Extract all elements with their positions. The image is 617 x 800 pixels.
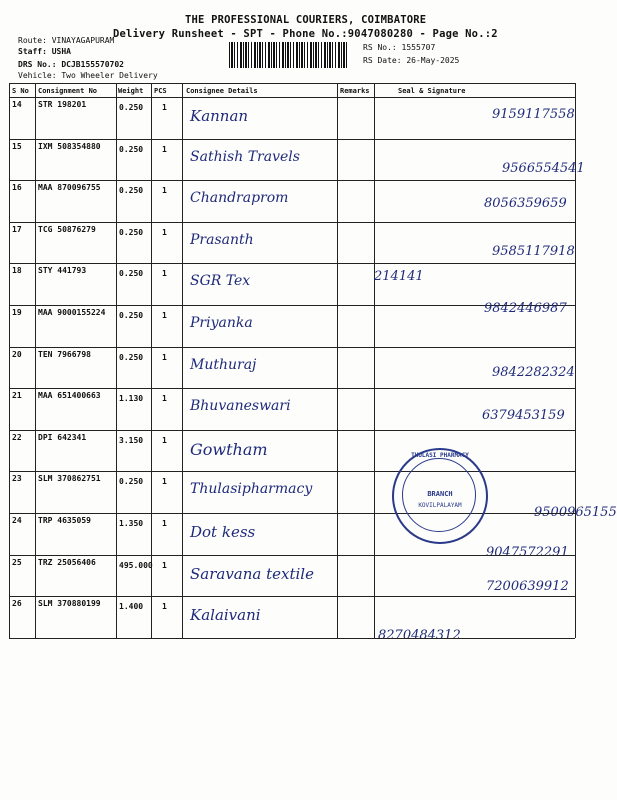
- serial-number: 15: [12, 141, 22, 151]
- weight-value: 1.350: [119, 519, 144, 528]
- weight-value: 3.150: [119, 435, 144, 445]
- consignee-name: Saravana textile: [190, 564, 314, 583]
- vehicle-value: Two Wheeler Delivery: [61, 71, 158, 80]
- signature-phone: 9047572291: [486, 545, 569, 560]
- consignee-name: Kannan: [190, 107, 249, 125]
- consignment-number: SLM 370880199: [38, 599, 101, 609]
- serial-number: 22: [12, 432, 22, 442]
- table-row: [0, 97, 600, 139]
- barcode: [229, 42, 349, 68]
- consignee-name: Thulasipharmacy: [190, 481, 313, 498]
- consignee-name: Priyanka: [190, 315, 253, 331]
- serial-number: 20: [12, 349, 22, 359]
- serial-number: 25: [12, 557, 22, 567]
- weight-value: 0.250: [119, 227, 144, 237]
- pcs-value: 1: [162, 477, 167, 487]
- consignment-number: DPI 642341: [38, 432, 87, 442]
- table-row: [0, 388, 600, 430]
- pharmacy-stamp: THULASI PHARMACY BRANCH KOVILPALAYAM: [392, 448, 488, 544]
- serial-number: 16: [12, 183, 22, 193]
- table-row: [0, 263, 600, 305]
- signature-phone: 214141: [374, 269, 424, 285]
- drs-info: DRS No.: DCJB155570702: [18, 60, 124, 69]
- pcs-value: 1: [162, 269, 167, 279]
- weight-value: 0.250: [119, 144, 144, 154]
- col-header-sno: S No: [12, 87, 29, 95]
- serial-number: 14: [12, 100, 22, 109]
- consignee-name: Muthuraj: [190, 356, 257, 373]
- weight-value: 0.250: [119, 269, 144, 279]
- consignment-number: MAA 651400663: [38, 391, 101, 401]
- signature-phone: 9842446987: [484, 301, 567, 316]
- table-row: [0, 222, 600, 264]
- consignment-number: MAA 870096755: [38, 183, 101, 193]
- col-header-pcs: PCS: [154, 87, 167, 95]
- consignment-number: TRZ 25056406: [38, 557, 96, 567]
- serial-number: 21: [12, 391, 22, 401]
- signature-phone: 9566554541: [502, 160, 585, 176]
- pcs-value: 1: [162, 311, 167, 320]
- pcs-value: 1: [162, 602, 167, 612]
- table-row: [0, 139, 600, 181]
- serial-number: 18: [12, 266, 22, 276]
- weight-value: 1.400: [119, 602, 144, 612]
- serial-number: 17: [12, 224, 22, 234]
- route-info: Route: VINAYAGAPURAM: [18, 36, 115, 45]
- drs-value: DCJB155570702: [61, 60, 124, 69]
- staff-info: Staff: USHA: [18, 47, 71, 56]
- table-row: [0, 513, 600, 560]
- consignment-number: STR 198201: [38, 100, 87, 109]
- signature-phone: 9159117558: [492, 107, 575, 122]
- col-header-remarks: Remarks: [340, 87, 370, 95]
- consignee-name: Bhuvaneswari: [190, 398, 291, 415]
- table-row: [0, 347, 600, 389]
- col-header-weight: Weight: [118, 87, 144, 95]
- pcs-value: 1: [162, 560, 167, 570]
- serial-number: 26: [12, 599, 22, 609]
- table-row: [0, 430, 600, 472]
- consignee-name: Chandraprom: [190, 190, 289, 207]
- col-header-seal: Seal & Signature: [398, 87, 466, 95]
- table-row: [0, 555, 600, 597]
- consignee-name: Kalaivani: [190, 606, 261, 625]
- signature-phone: 7200639912: [486, 578, 569, 594]
- weight-value: 1.130: [119, 394, 144, 404]
- table-top-border: [9, 83, 575, 84]
- route-value: VINAYAGAPURAM: [51, 36, 115, 45]
- consignee-name: Prasanth: [190, 231, 254, 248]
- signature-phone: 8270484312: [378, 628, 461, 644]
- runsheet-title: Delivery Runsheet - SPT - Phone No.:9047080280 - Page No.:2: [113, 28, 498, 40]
- vehicle-info: Vehicle: Two Wheeler Delivery: [18, 71, 158, 80]
- consignment-number: MAA 9000155224: [38, 308, 106, 317]
- rs-date: RS Date: 26-May-2025: [363, 56, 460, 65]
- pcs-value: 1: [162, 103, 167, 112]
- signature-phone: 6379453159: [482, 408, 565, 424]
- table-row: [0, 180, 600, 222]
- table-row: [0, 301, 600, 347]
- pcs-value: 1: [162, 186, 167, 196]
- consignment-number: STY 441793: [38, 266, 87, 276]
- weight-value: 0.250: [119, 103, 144, 112]
- consignment-number: TEN 7966798: [38, 349, 91, 359]
- pcs-value: 1: [162, 352, 167, 362]
- consignment-number: TCG 50876279: [38, 224, 96, 234]
- consignee-name: Dot kess: [190, 523, 256, 541]
- signature-phone: 9585117918: [492, 243, 575, 259]
- consignment-number: IXM 508354880: [38, 141, 101, 151]
- weight-value: 495.000: [119, 560, 153, 570]
- rs-number: RS No.: 1555707: [363, 43, 436, 52]
- consignee-name: SGR Tex: [190, 273, 251, 290]
- pcs-value: 1: [162, 144, 167, 154]
- staff-value: USHA: [51, 47, 71, 56]
- signature-phone: 8056359659: [484, 196, 567, 212]
- consignee-name: Gowtham: [190, 439, 268, 459]
- col-header-consignee: Consignee Details: [186, 87, 258, 95]
- serial-number: 23: [12, 474, 22, 484]
- weight-value: 0.250: [119, 477, 144, 487]
- pcs-value: 1: [162, 519, 167, 528]
- weight-value: 0.250: [119, 352, 144, 362]
- company-name: THE PROFESSIONAL COURIERS, COIMBATORE: [185, 14, 427, 26]
- consignment-number: TRP 4635059: [38, 516, 91, 525]
- row-divider: [9, 638, 575, 639]
- weight-value: 0.250: [119, 186, 144, 196]
- consignee-name: Sathish Travels: [190, 148, 300, 165]
- pcs-value: 1: [162, 394, 167, 404]
- consignment-number: SLM 370862751: [38, 474, 101, 484]
- col-header-consignment: Consignment No: [38, 87, 98, 95]
- table-row: [0, 596, 600, 644]
- weight-value: 0.250: [119, 311, 144, 320]
- pcs-value: 1: [162, 435, 167, 445]
- serial-number: 19: [12, 308, 22, 317]
- pcs-value: 1: [162, 227, 167, 237]
- signature-phone: 9842282324: [492, 364, 575, 380]
- serial-number: 24: [12, 516, 22, 525]
- signature-phone: 9500965155: [534, 505, 617, 521]
